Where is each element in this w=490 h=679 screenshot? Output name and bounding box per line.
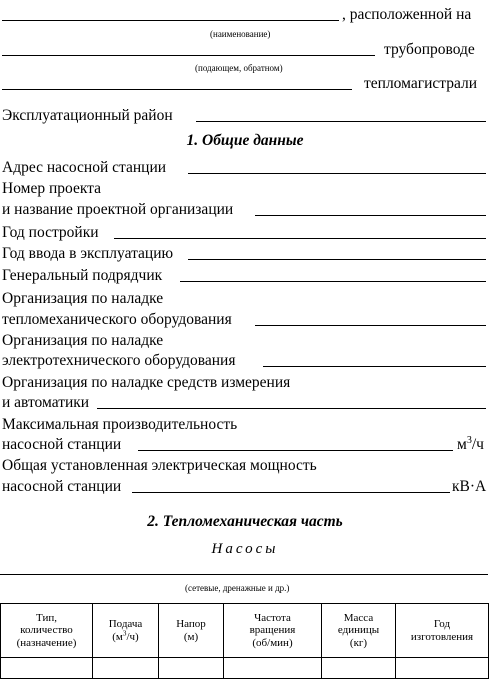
col-year: Год изготовления	[396, 604, 489, 658]
capacity-label-2: насосной станции	[2, 436, 122, 453]
pumps-subtitle: Насосы	[211, 541, 279, 557]
instr-org-label-2: и автоматики	[2, 394, 90, 411]
district-label: Эксплуатационный район	[2, 107, 173, 124]
col-speed: Частота вращения (об/мин)	[224, 604, 322, 658]
capacity-line[interactable]	[138, 450, 453, 451]
section2-title: 2. Тепломеханическая часть	[147, 513, 343, 530]
year-built-line[interactable]	[114, 238, 486, 239]
cell-head[interactable]	[159, 658, 224, 679]
power-label-2: насосной станции	[2, 478, 122, 495]
capacity-label-1: Максимальная производительность	[2, 416, 238, 433]
col-type: Тип, количество (назначение)	[1, 604, 93, 658]
power-label-1: Общая установленная электрическая мощность	[2, 457, 317, 474]
table-row	[1, 658, 489, 679]
year-built-label: Год постройки	[2, 224, 99, 241]
district-line[interactable]	[196, 121, 486, 122]
instr-org-line[interactable]	[97, 408, 486, 409]
power-unit: кВ·А	[452, 478, 487, 495]
pumps-table-header	[1, 604, 489, 658]
pump-kind-line[interactable]	[0, 574, 488, 575]
electro-org-label-1: Организация по наладке	[2, 332, 164, 349]
col-mass: Масса единицы (кг)	[322, 604, 396, 658]
thermo-org-label-1: Организация по наладке	[2, 290, 164, 307]
instr-org-label-1: Организация по наладке средств измерения	[2, 374, 291, 391]
main-suffix: тепломагистрали	[364, 75, 478, 92]
contractor-label: Генеральный подрядчик	[2, 267, 163, 284]
thermo-org-label-2: тепломеханического оборудования	[2, 311, 232, 328]
pipeline-suffix: трубопроводе	[384, 41, 475, 58]
main-line[interactable]	[2, 89, 352, 90]
power-line[interactable]	[132, 492, 450, 493]
pumps-table	[0, 603, 489, 679]
section1-title: 1. Общие данные	[186, 132, 304, 149]
location-suffix: , расположенной на	[342, 6, 472, 23]
thermo-org-line[interactable]	[255, 325, 486, 326]
pipeline-caption: (подающем, обратном)	[195, 63, 283, 73]
year-commissioned-line[interactable]	[188, 259, 486, 260]
electro-org-label-2: электротехнического оборудования	[2, 352, 236, 369]
cell-mass[interactable]	[322, 658, 396, 679]
project-line[interactable]	[255, 215, 486, 216]
cell-speed[interactable]	[224, 658, 322, 679]
pipeline-line[interactable]	[2, 55, 375, 56]
cell-flow[interactable]	[93, 658, 159, 679]
col-head: Напор (м)	[159, 604, 224, 658]
project-label-2: и название проектной организации	[2, 201, 234, 218]
pump-kind-caption: (сетевые, дренажные и др.)	[185, 583, 290, 593]
cell-year[interactable]	[396, 658, 489, 679]
year-commissioned-label: Год ввода в эксплуатацию	[2, 245, 174, 262]
project-label-1: Номер проекта	[2, 180, 101, 197]
cell-type[interactable]	[1, 658, 93, 679]
contractor-line[interactable]	[180, 281, 486, 282]
address-line[interactable]	[188, 173, 486, 174]
col-flow: Подача $(м^3/ч)$	[93, 604, 159, 658]
station-name-line[interactable]	[2, 20, 339, 21]
name-caption: (наименование)	[210, 29, 271, 39]
electro-org-line[interactable]	[263, 366, 486, 367]
address-label: Адрес насосной станции	[2, 159, 167, 176]
capacity-unit: $м^3/ч$	[457, 434, 484, 453]
